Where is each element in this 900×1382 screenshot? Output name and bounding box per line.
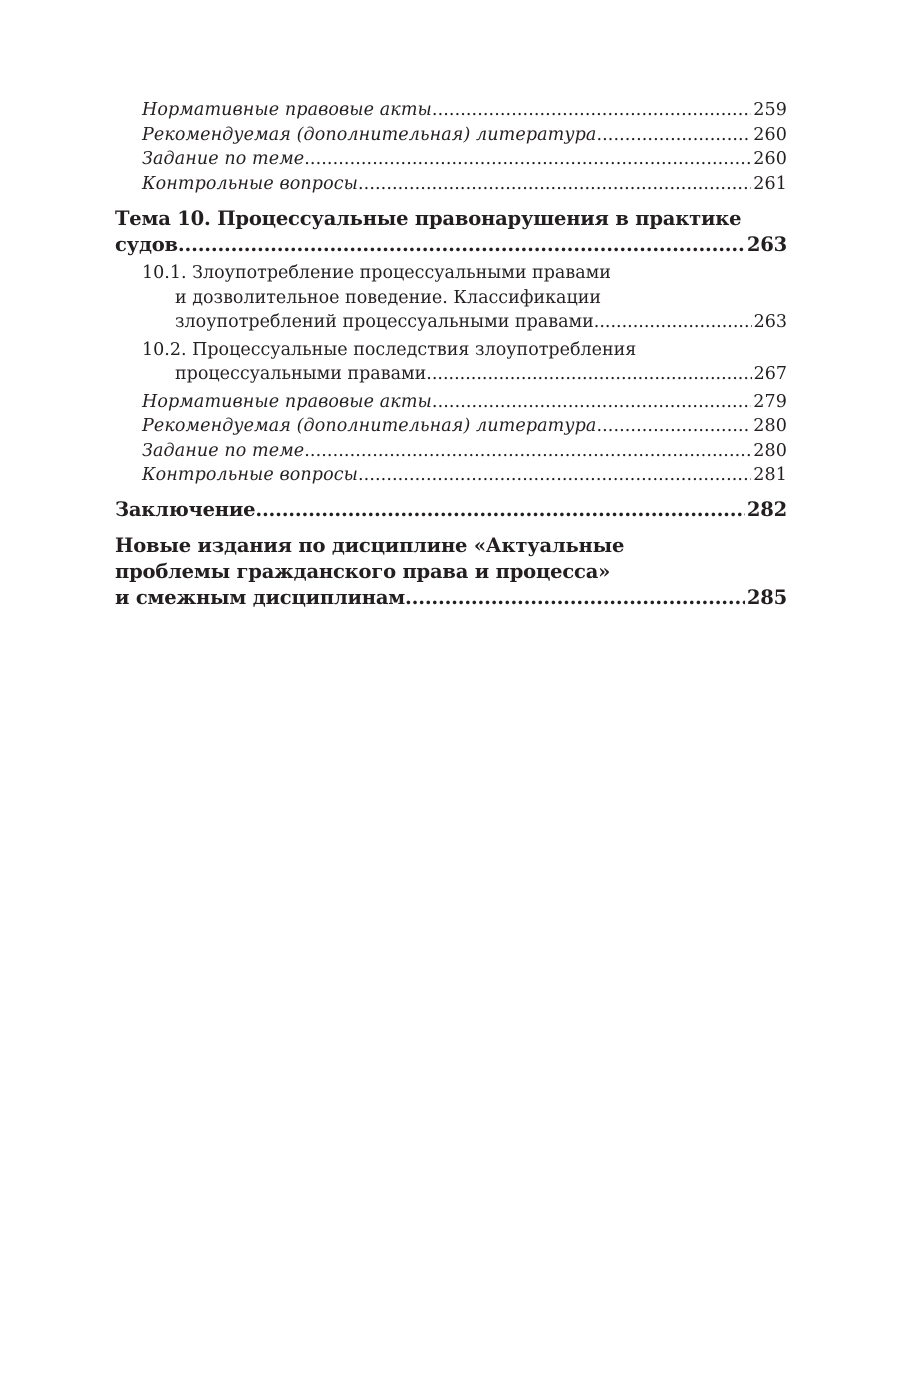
page-number: 263: [746, 233, 787, 256]
toc-conclusion: [115, 497, 787, 523]
dot-leader: [304, 439, 751, 464]
dot-leader: [405, 585, 745, 611]
toc-subitem-title: Задание по теме: [142, 149, 305, 169]
page-number: 259: [753, 100, 787, 120]
toc-topic-10: [115, 206, 787, 258]
dot-leader: [358, 172, 751, 197]
page-number: 285: [746, 585, 787, 609]
section-title-last-line: [115, 310, 787, 335]
toc-subitem: [115, 172, 787, 197]
section-title-line: 10.2. Процессуальные последствия злоупотребления: [142, 339, 637, 360]
dot-leader: [432, 98, 751, 123]
page-number: 260: [753, 124, 787, 145]
page-number: 280: [753, 416, 787, 436]
dot-leader: [358, 463, 751, 488]
section-title-last-line: [115, 362, 787, 387]
toc-subitem-title: Задание по теме: [142, 440, 305, 461]
toc-subitem: [115, 463, 787, 488]
topic-title-line: Тема 10. Процессуальные правонарушения в практике: [115, 207, 742, 230]
toc-section-10-2: [115, 338, 787, 387]
subitems-block-2: [115, 390, 787, 488]
toc-subitem-title: Контрольные вопросы: [142, 173, 358, 194]
dot-leader: [426, 362, 751, 387]
toc-subitem-title: Контрольные вопросы: [142, 465, 358, 485]
section-title-line: процессуальными правами: [175, 364, 427, 384]
page-number: 281: [753, 465, 787, 485]
toc-subitem-title: Нормативные правовые акты: [142, 100, 432, 120]
section-title-line: злоупотреблений процессуальными правами: [175, 312, 594, 332]
conclusion-title: Заключение: [115, 497, 256, 521]
toc-subitem: [115, 98, 787, 123]
page-number: 282: [746, 497, 787, 521]
toc-subitem: [115, 123, 787, 148]
new-editions-title-line: и смежным дисциплинам: [115, 585, 406, 609]
page-number: 279: [753, 391, 787, 412]
new-editions-title-line: проблемы гражданского права и процесса»: [115, 559, 611, 583]
new-editions-title-last-line: [115, 585, 787, 611]
dot-leader: [596, 123, 751, 148]
toc-subitem: [115, 414, 787, 439]
topic-title-line: судов: [115, 233, 178, 256]
page-number: 280: [753, 440, 787, 461]
toc-subitem: [115, 439, 787, 464]
toc-subitem-title: Рекомендуемая (дополнительная) литература: [142, 124, 597, 145]
page-number: 267: [753, 364, 787, 384]
section-title-line: и дозволительное поведение. Классификации: [175, 287, 602, 308]
toc-subitem: [115, 147, 787, 172]
dot-leader: [178, 232, 745, 258]
dot-leader: [596, 414, 751, 439]
toc-subitem-title: Нормативные правовые акты: [142, 391, 432, 412]
new-editions-title-line: Новые издания по дисциплине «Актуальные: [115, 533, 625, 557]
page-number: 260: [753, 149, 787, 169]
page-number: 261: [753, 173, 787, 194]
toc-subitem-title: Рекомендуемая (дополнительная) литература: [142, 416, 597, 436]
toc-subitem: [115, 390, 787, 415]
dot-leader: [255, 497, 745, 523]
subitems-block-1: [115, 98, 787, 196]
section-title-line: 10.1. Злоупотребление процессуальными правами: [142, 263, 611, 283]
dot-leader: [304, 147, 751, 172]
toc-new-editions: [115, 533, 787, 611]
table-of-contents: [115, 98, 787, 611]
dot-leader: [432, 390, 751, 415]
toc-section-10-1: [115, 261, 787, 335]
dot-leader: [594, 310, 752, 335]
page-number: 263: [753, 312, 787, 332]
topic-title-last-line: [115, 232, 787, 258]
